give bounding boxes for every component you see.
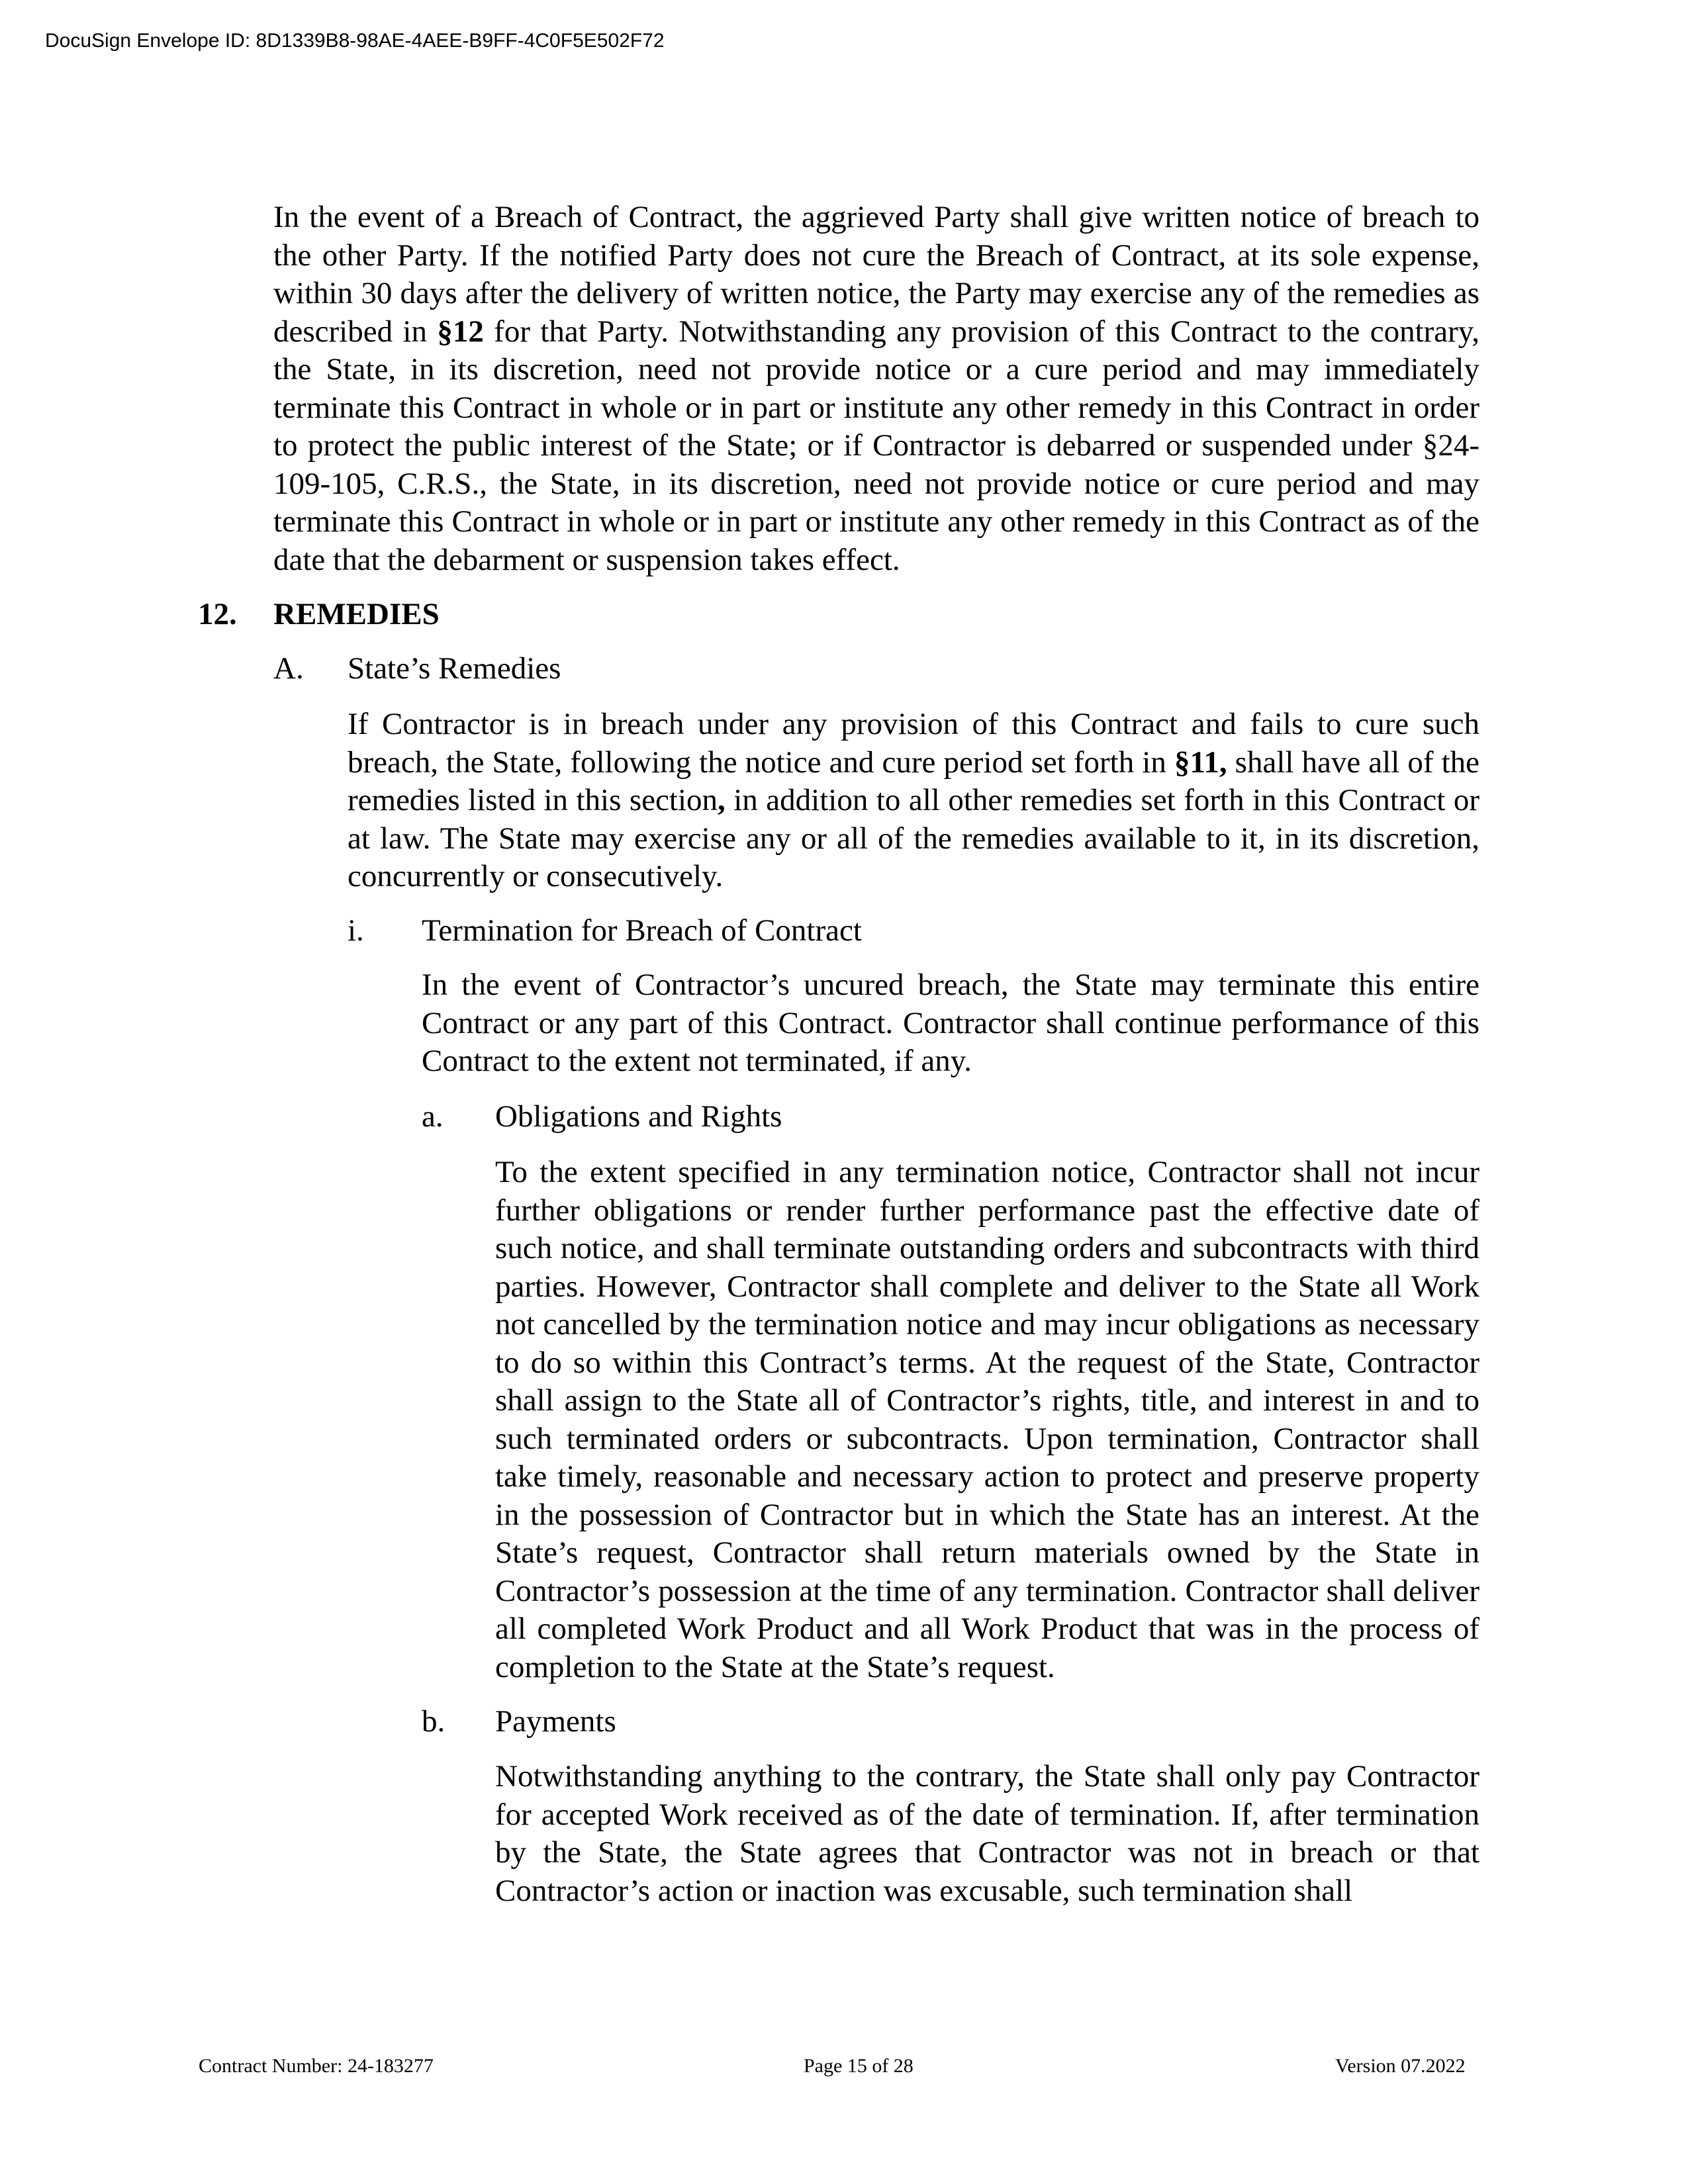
- intro-paragraph: [273, 199, 1479, 579]
- envelope-id: DocuSign Envelope ID: 8D1339B8-98AE-4AEE-B9FF-4C0F5E502F72: [45, 30, 665, 52]
- intro-text-part2: for that Party. Notwithstanding any provision of this Contract to the contrary, the State, in its discretion, need not provide notice or a cure period and may immediately terminate this Contract in whole or in part or institute any other remedy in this Contract in order to protect the public interest of the State; or if Contractor is debarred or suspended under §24-109-105, C.R.S., the State, in its discretion, need not provide notice or cure period and may terminate this Contract in whole or in part or institute any other remedy in this Contract as of the date that the debarment or suspension takes effect.: [273, 314, 1479, 577]
- item-b-body: Notwithstanding anything to the contrary, the State shall only pay Contractor for accepted Work received as of the date of termination. If, after termination by the State, the State agrees that Contractor was not in breach or that Contractor’s action or inaction was excusable, such termination shall: [495, 1759, 1479, 1908]
- intro-text-part1: In the event of a Breach of Contract, the aggrieved Party shall give written notice of breach to the other Party. If the notified Party does not cure the Breach of Contract, at its sole expense, within 30 days after the delivery of written notice, the Party may exercise any of the remedies as described in: [273, 200, 1479, 349]
- subsection-a-text-part3: in addition to all other remedies set forth in this Contract or at law. The State may exercise any or all of the remedies available to it, in its discretion, concurrently or consecutively.: [348, 783, 1479, 893]
- section-reference: §11,: [1174, 745, 1227, 780]
- section-reference: §12: [437, 314, 484, 349]
- subsection-a-text-part2: shall have all of the remedies listed in this section: [348, 745, 1479, 817]
- item-a-title: Obligations and Rights: [495, 1099, 782, 1134]
- section-number: 12.: [198, 597, 237, 631]
- footer-contract-number: Contract Number: 24-183277: [199, 2055, 434, 2077]
- item-i-body: In the event of Contractor’s uncured breach, the State may terminate this entire Contract or any part of this Contract. Contractor shall continue performance of this Contract to the extent not terminated, if any.: [422, 968, 1479, 1078]
- bold-comma: ,: [718, 783, 726, 817]
- item-i-title: Termination for Breach of Contract: [422, 913, 862, 948]
- item-b-label: b.: [422, 1704, 445, 1739]
- subsection-a-title: State’s Remedies: [348, 651, 561, 686]
- section-title: REMEDIES: [273, 597, 440, 631]
- footer-version: Version 07.2022: [1335, 2055, 1466, 2077]
- footer-page-number: Page 15 of 28: [804, 2055, 914, 2077]
- item-a-label: a.: [422, 1099, 444, 1134]
- item-b-title: Payments: [495, 1704, 616, 1739]
- item-i-label: i.: [348, 913, 364, 948]
- subsection-a-text-part1: If Contractor is in breach under any provision of this Contract and fails to cure such breach, the State, following the notice and cure period set forth in: [348, 707, 1479, 780]
- item-a-body: To the extent specified in any termination notice, Contractor shall not incur further obligations or render further performance past the effective date of such notice, and shall terminate outstanding orders and subcontracts with third parties. However, Contractor shall complete and deliver to the State all Work not cancelled by the termination notice and may incur obligations as necessary to do so within this Contract’s terms. At the request of the State, Contractor shall assign to the State all of Contractor’s rights, title, and interest in and to such terminated orders or subcontracts. Upon termination, Contractor shall take timely, reasonable and necessary action to protect and preserve property in the possession of Contractor but in which the State has an interest. At the State’s request, Contractor shall return materials owned by the State in Contractor’s possession at the time of any termination. Contractor shall deliver all completed Work Product and all Work Product that was in the process of completion to the State at the State’s request.: [495, 1155, 1479, 1684]
- subsection-a-label: A.: [273, 651, 304, 686]
- subsection-a-body: [348, 705, 1479, 896]
